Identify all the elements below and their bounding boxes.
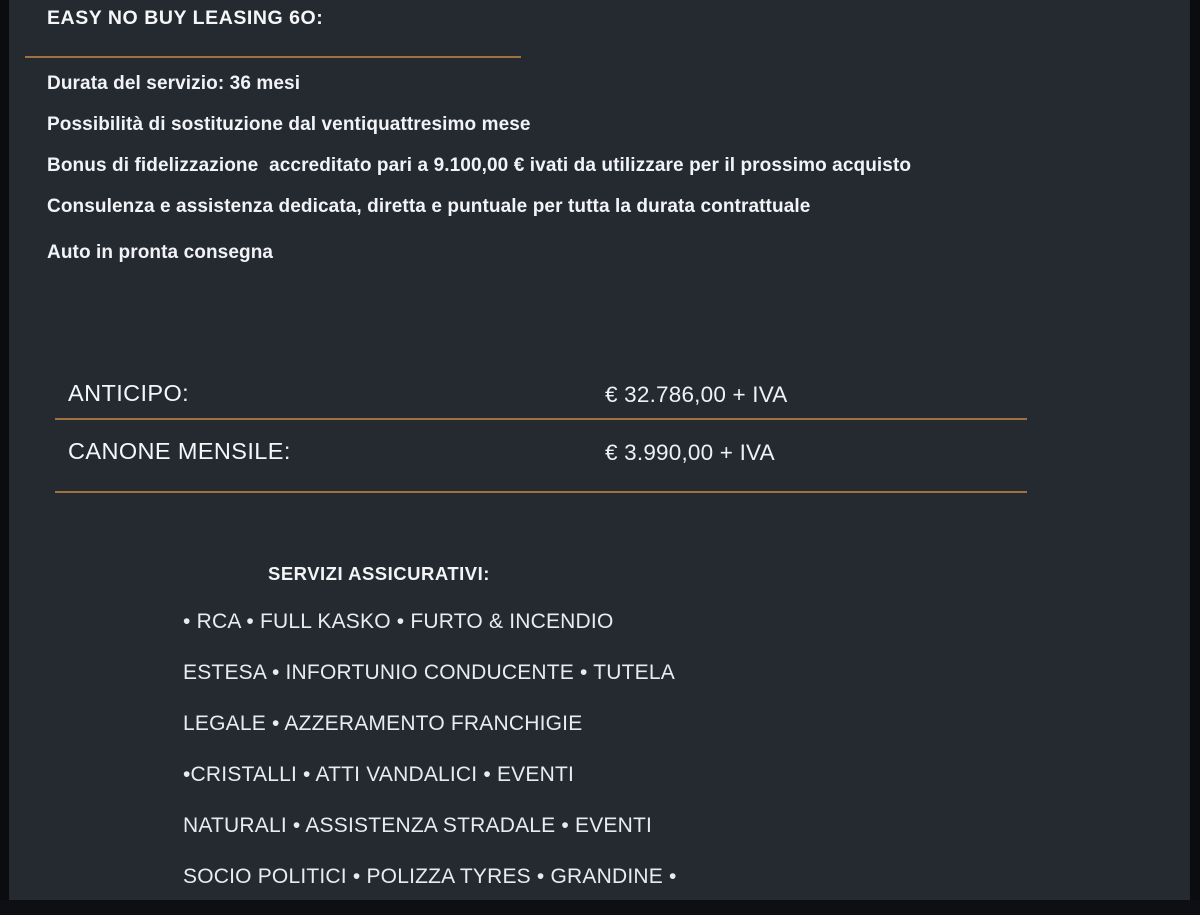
- insurance-item: • RCA • FULL KASKO • FURTO & INCENDIO: [183, 610, 614, 633]
- pricing-value: € 32.786,00 + IVA: [605, 382, 788, 407]
- feature-item: Bonus di fidelizzazione accreditato pari a 9.100,00 € ivati da utilizzare per il prossimo acquisto: [47, 155, 912, 176]
- offer-title: EASY NO BUY LEASING 6O:: [47, 7, 324, 29]
- feature-item: Durata del servizio: 36 mesi: [47, 73, 301, 94]
- insurance-heading: SERVIZI ASSICURATIVI:: [268, 563, 490, 584]
- insurance-item: LEGALE • AZZERAMENTO FRANCHIGIE: [183, 712, 583, 735]
- offer-card: [9, 0, 1190, 900]
- frame-band-left: [0, 0, 9, 900]
- insurance-item: NATURALI • ASSISTENZA STRADALE • EVENTI: [183, 814, 653, 837]
- pricing-label: CANONE MENSILE:: [68, 438, 291, 464]
- pricing-divider-top: [55, 418, 1027, 420]
- pricing-label: ANTICIPO:: [68, 380, 190, 406]
- frame-band-right: [1190, 0, 1200, 900]
- feature-item: Auto in pronta consegna: [47, 242, 274, 263]
- insurance-item: ESTESA • INFORTUNIO CONDUCENTE • TUTELA: [183, 661, 675, 684]
- pricing-row-canone-mensile: [9, 432, 1190, 490]
- feature-item: Possibilità di sostituzione dal ventiquattresimo mese: [47, 114, 531, 135]
- insurance-item: •CRISTALLI • ATTI VANDALICI • EVENTI: [183, 763, 575, 786]
- insurance-list: [183, 609, 1043, 915]
- title-divider: [25, 56, 521, 58]
- pricing-divider-bottom: [55, 491, 1027, 493]
- pricing-table: [9, 374, 1190, 490]
- feature-list: [47, 72, 1047, 282]
- feature-item: Consulenza e assistenza dedicata, diretta e puntuale per tutta la durata contrattuale: [47, 196, 811, 217]
- pricing-row-anticipo: [9, 374, 1190, 432]
- insurance-item: SOCIO POLITICI • POLIZZA TYRES • GRANDINE •: [183, 865, 677, 888]
- pricing-value: € 3.990,00 + IVA: [605, 440, 775, 465]
